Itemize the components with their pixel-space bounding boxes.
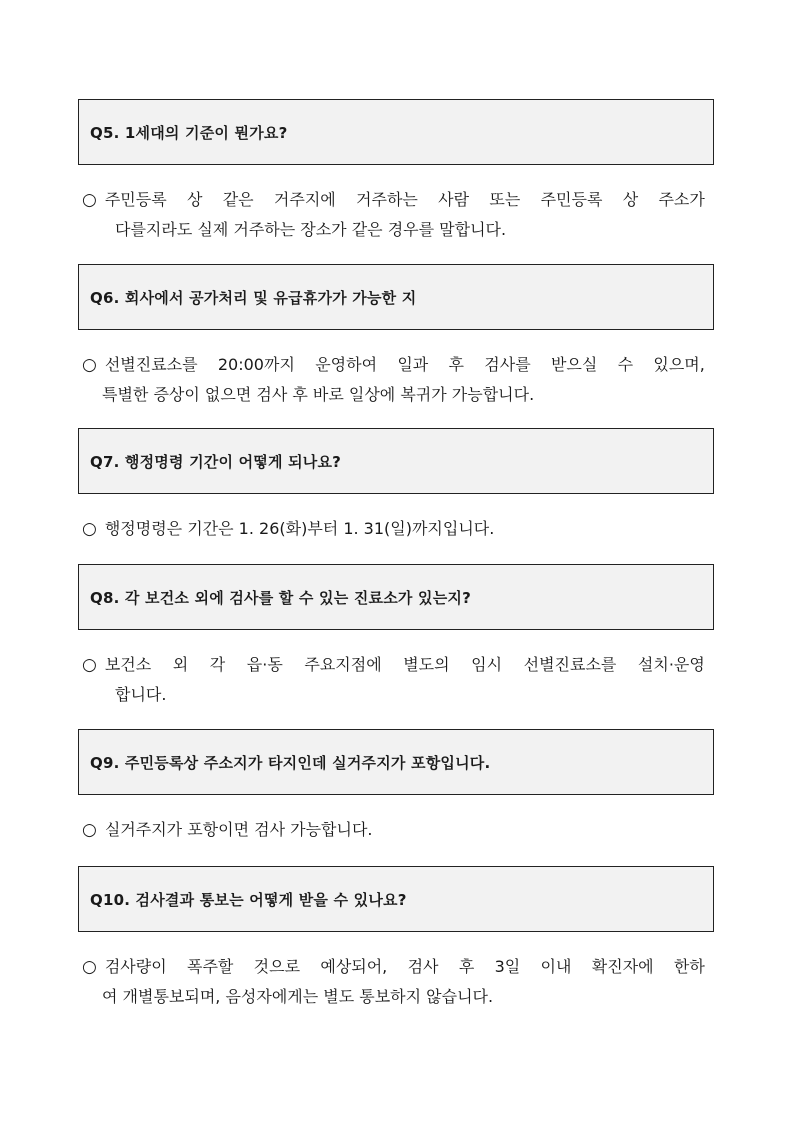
question-box-q5 [78,99,714,165]
answer-line: ○ 검사량이 폭주할 것으로 예상되어, 검사 후 3일 이내 확진자에 한하 [82,952,718,982]
answer-q7 [82,514,718,544]
answer-q8 [82,650,718,710]
question-text: Q8. 각 보건소 외에 검사를 할 수 있는 진료소가 있는지? [90,588,471,607]
question-box-q8 [78,564,714,630]
answer-line: ○ 보건소 외 각 읍·동 주요지점에 별도의 임시 선별진료소를 설치·운영 [82,650,718,680]
question-text: Q6. 회사에서 공가처리 및 유급휴가가 가능한 지 [90,288,417,307]
circle-bullet-icon: ○ [82,355,97,375]
answer-line: ○ 선별진료소를 20:00까지 운영하여 일과 후 검사를 받으실 수 있으며, [82,350,718,380]
answer-line: ○ 행정명령은 기간은 1. 26(화)부터 1. 31(일)까지입니다. [82,514,718,544]
answer-q5 [82,185,718,245]
answer-line: ○ 주민등록 상 같은 거주지에 거주하는 사람 또는 주민등록 상 주소가 [82,185,718,215]
question-text: Q10. 검사결과 통보는 어떻게 받을 수 있나요? [90,890,407,909]
answer-line: 여 개별통보되며, 음성자에게는 별도 통보하지 않습니다. [102,987,494,1006]
circle-bullet-icon: ○ [82,190,97,210]
answer-line: 특별한 증상이 없으면 검사 후 바로 일상에 복귀가 가능합니다. [102,385,535,404]
answer-q10 [82,952,718,1012]
question-box-q9 [78,729,714,795]
question-text: Q5. 1세대의 기준이 뭔가요? [90,123,288,142]
question-text: Q7. 행정명령 기간이 어떻게 되나요? [90,452,342,471]
question-box-q6 [78,264,714,330]
answer-line: 다를지라도 실제 거주하는 장소가 같은 경우를 말합니다. [115,220,507,239]
answer-q9 [82,815,718,845]
circle-bullet-icon: ○ [82,957,97,977]
answer-line: ○ 실거주지가 포항이면 검사 가능합니다. [82,815,718,845]
circle-bullet-icon: ○ [82,820,97,840]
question-box-q7 [78,428,714,494]
answer-q6 [82,350,718,410]
question-text: Q9. 주민등록상 주소지가 타지인데 실거주지가 포항입니다. [90,753,491,772]
question-box-q10 [78,866,714,932]
circle-bullet-icon: ○ [82,519,97,539]
answer-line: 합니다. [115,685,167,704]
circle-bullet-icon: ○ [82,655,97,675]
